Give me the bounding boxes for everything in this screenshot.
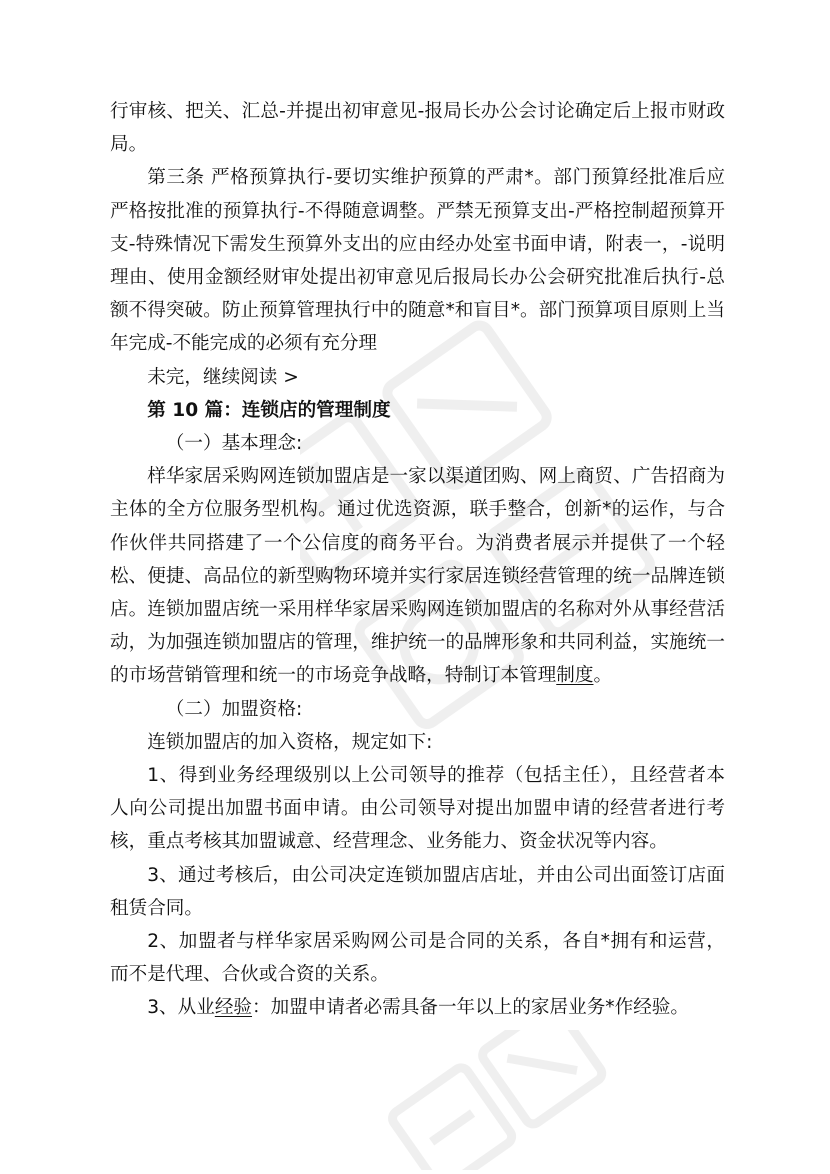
- subheading-basic-concept: （一）基本理念:: [165, 433, 303, 455]
- paragraph-basic-concept-end: 。: [593, 665, 613, 687]
- paragraph-qualification-intro: 连锁加盟店的加入资格，规定如下:: [147, 731, 433, 753]
- watermark-bottom: [380, 1030, 620, 1170]
- paragraph-item-2-contract: 2、加盟者与样华家居采购网公司是合同的关系，各自*拥有和运营，而不是代理、合伙或合资的关系。: [110, 931, 725, 986]
- paragraph-basic-concept-text: 样华家居采购网连锁加盟店是一家以渠道团购、网上商贸、广告招商为主体的全方位服务型机构。通过优选资源，联手整合，创新*的运作，与合作伙伴共同搭建了一个公信度的商务平台。为消费者展示并提供了一个轻松、便捷、高品位的新型购物环境并实行家居连锁经营管理的统一品牌连锁店。连锁加盟店统一采用样华家居采购网连锁加盟店的名称对外从事经营活动，为加强连锁加盟店的管理，维护统一的品牌形象和共同利益，实施统一的市场营销管理和统一的市场竞争战略，特制订本管理: [110, 466, 725, 687]
- regulation-link[interactable]: 制度: [556, 665, 594, 687]
- paragraph-item-3-end: ：加盟申请者必需具备一年以上的家居业务*作经验。: [252, 997, 689, 1019]
- paragraph-item-3-location: 3、通过考核后，由公司决定连锁加盟店店址，并由公司出面签订店面租赁合同。: [110, 864, 725, 919]
- section-heading: 第 10 篇：连锁店的管理制度: [147, 399, 391, 421]
- paragraph-article-three: 第三条 严格预算执行-要切实维护预算的严肃*。部门预算经批准后应严格按批准的预算执行-不得随意调整。严禁无预算支出-严格控制超预算开支-特殊情况下需发生预算外支出的应由经办处室书面申请，附表一，-说明理由、使用金额经财审处提出初审意见后报局长办公会研究批准后执行-总额不得突破。防止预算管理执行中的随意*和盲目*。部门预算项目原则上当年完成-不能完成的必须有充分理: [110, 167, 725, 355]
- document-body: [110, 95, 725, 1025]
- subheading-qualification: （二）加盟资格:: [165, 698, 303, 720]
- continue-reading-link[interactable]: 未完，继续阅读 >: [147, 366, 299, 388]
- paragraph-basic-concept: [110, 460, 725, 692]
- paragraph-item-1: 1、得到业务经理级别以上公司领导的推荐（包括主任），且经营者本人向公司提出加盟书面申请。由公司领导对提出加盟申请的经营者进行考核，重点考核其加盟诚意、经营理念、业务能力、资金状况等内容。: [110, 765, 725, 853]
- experience-link[interactable]: 经验: [214, 997, 253, 1019]
- paragraph-budget-review: 行审核、把关、汇总-并提出初审意见-报局长办公会讨论确定后上报市财政局。: [110, 101, 725, 156]
- paragraph-item-3-start: 3、从业: [147, 997, 215, 1019]
- paragraph-item-3-experience: [110, 991, 725, 1024]
